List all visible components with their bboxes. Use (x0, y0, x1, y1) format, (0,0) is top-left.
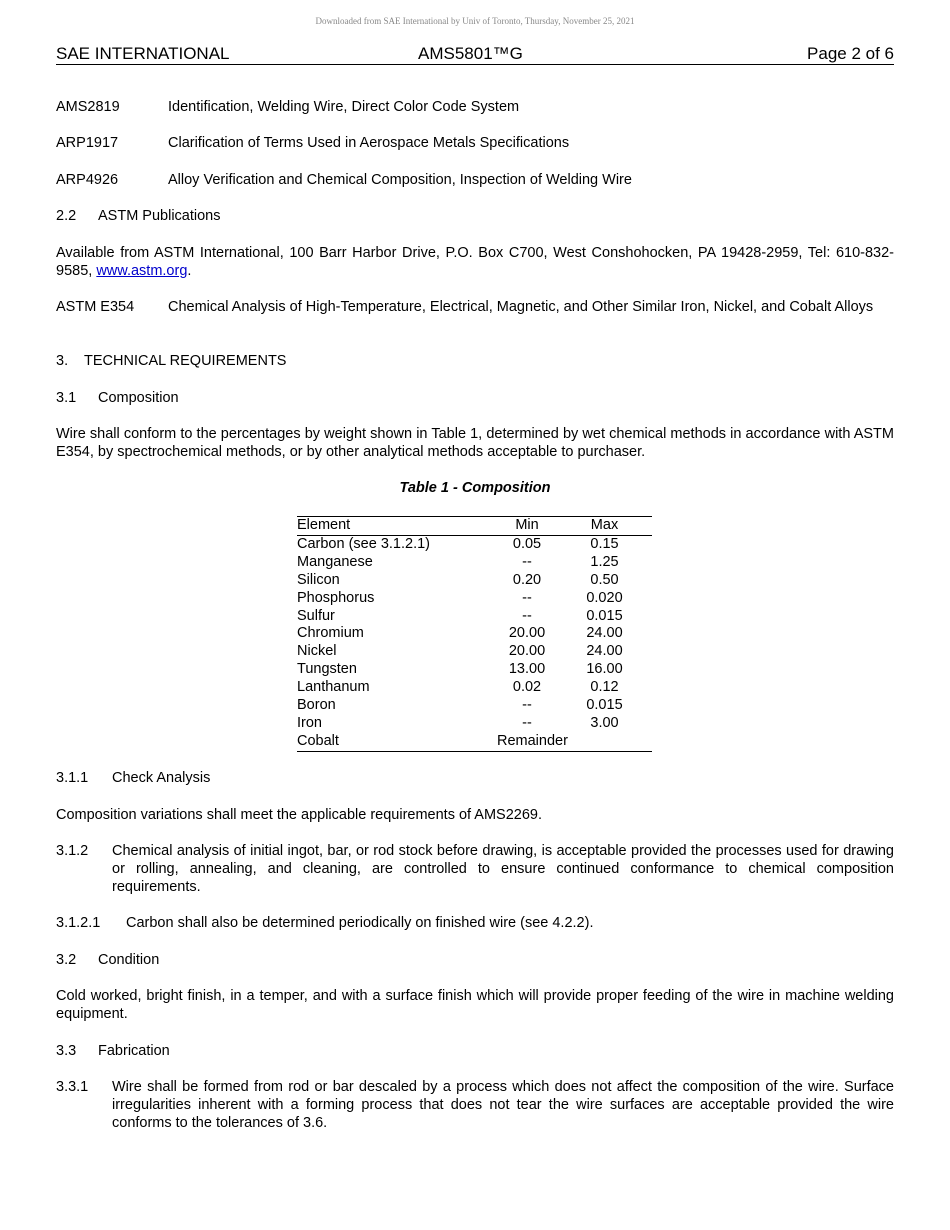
section-heading (56, 352, 894, 370)
section-number: 3.2 (56, 952, 77, 968)
min-cell: -- (522, 589, 532, 606)
element-cell: Nickel (297, 643, 337, 660)
reference-code: AMS2819 (56, 99, 120, 115)
numbered-paragraph (56, 842, 894, 896)
paragraph-text: Chemical analysis of initial ingot, bar, or rod stock before drawing, is acceptable provided the processes used for drawing or rolling, annealing, and cleaning, are controlled to ensure continued conformance to chemical composition requirements. (112, 843, 894, 895)
condition-paragraph: Cold worked, bright finish, in a temper, and with a surface finish which will provide proper feeding of the wire in machine welding equipment. (56, 988, 894, 1022)
element-cell: Chromium (297, 625, 364, 642)
document-number: AMS5801™G (418, 44, 523, 63)
max-cell: 0.15 (590, 535, 619, 552)
min-cell: 0.02 (512, 679, 542, 696)
page-header (56, 44, 894, 65)
min-cell: 13.00 (508, 661, 546, 678)
element-cell: Boron (297, 697, 336, 714)
remainder-cell: Remainder (497, 732, 568, 749)
max-cell: 24.00 (586, 643, 623, 660)
availability-text: Available from ASTM International, 100 Barr Harbor Drive, P.O. Box C700, West Conshohocken, PA 19428-2959, Tel: 610-832-9585, (56, 245, 894, 279)
min-cell: -- (522, 607, 532, 624)
min-cell: 0.20 (512, 571, 542, 588)
element-cell: Manganese (297, 553, 373, 570)
reference-title: Alloy Verification and Chemical Composition, Inspection of Welding Wire (168, 172, 632, 188)
section-title: Check Analysis (112, 770, 211, 786)
reference-title: Identification, Welding Wire, Direct Color Code System (168, 99, 520, 115)
section-number: 3. (56, 353, 69, 369)
availability-paragraph (56, 244, 894, 280)
section-number: 3.1.1 (56, 770, 89, 786)
astm-website-link[interactable]: www.astm.org (96, 263, 188, 279)
table-row (297, 643, 652, 661)
section-heading (56, 951, 894, 969)
page-number: Page 2 of 6 (807, 44, 894, 63)
section-number: 3.1.2 (56, 843, 89, 859)
min-cell: -- (522, 553, 532, 570)
section-title: TECHNICAL REQUIREMENTS (84, 353, 287, 369)
max-cell: 0.020 (586, 589, 623, 606)
table-title: Table 1 - Composition (399, 480, 551, 496)
section-title: ASTM Publications (98, 208, 221, 224)
reference-title: Chemical Analysis of High-Temperature, Electrical, Magnetic, and Other Similar Iron, Nickel, and Cobalt Alloys (168, 299, 874, 315)
section-number: 2.2 (56, 208, 77, 224)
table-row (297, 697, 652, 715)
reference-code: ARP1917 (56, 135, 119, 151)
min-cell: -- (522, 697, 532, 714)
section-number: 3.3 (56, 1043, 77, 1059)
max-cell: 3.00 (590, 714, 619, 731)
table-row (297, 590, 652, 608)
composition-table (297, 516, 652, 752)
composition-paragraph: Wire shall conform to the percentages by weight shown in Table 1, determined by wet chemical methods in accordance with ASTM E354, by spectrochemical methods, or by other analytical methods acceptable to purchaser. (56, 426, 894, 460)
section-number: 3.1.2.1 (56, 915, 101, 931)
reference-entry (56, 171, 894, 189)
min-cell: 20.00 (508, 625, 546, 642)
table-row (297, 679, 652, 697)
element-cell: Carbon (see 3.1.2.1) (297, 535, 430, 552)
table-row (297, 733, 652, 751)
download-watermark: Downloaded from SAE International by Univ of Toronto, Thursday, November 25, 2021 (315, 16, 635, 26)
column-header-max: Max (590, 517, 619, 533)
paragraph-text: Carbon shall also be determined periodically on finished wire (see 4.2.2). (126, 915, 594, 931)
section-number: 3.1 (56, 390, 77, 406)
min-cell: 0.05 (512, 535, 542, 552)
numbered-paragraph (56, 1078, 894, 1132)
element-cell: Silicon (297, 571, 340, 588)
element-cell: Iron (297, 714, 322, 731)
table-row (297, 572, 652, 590)
numbered-paragraph (56, 914, 894, 932)
table-row (297, 715, 652, 733)
section-title: Composition (98, 390, 179, 406)
table-row (297, 554, 652, 572)
paragraph-text: Wire shall be formed from rod or bar descaled by a process which does not affect the composition of the wire. Surface irregularities inherent with a forming process that does not tear the wire surfaces are acceptable provided the wire conforms to the tolerances of 3.6. (112, 1079, 894, 1131)
max-cell: 0.015 (586, 607, 623, 624)
column-header-element: Element (297, 517, 351, 533)
max-cell: 16.00 (586, 661, 623, 678)
reference-entry (56, 298, 894, 316)
column-header-min: Min (515, 517, 539, 533)
reference-code: ARP4926 (56, 172, 119, 188)
reference-title: Clarification of Terms Used in Aerospace Metals Specifications (168, 135, 570, 151)
element-cell: Cobalt (297, 732, 339, 749)
check-analysis-paragraph: Composition variations shall meet the applicable requirements of AMS2269. (56, 807, 543, 823)
table-row (297, 625, 652, 643)
reference-entry (56, 134, 894, 152)
table-row (297, 535, 652, 553)
max-cell: 0.015 (586, 697, 623, 714)
reference-code: ASTM E354 (56, 299, 135, 315)
section-heading (56, 1042, 894, 1060)
reference-entry (56, 98, 894, 116)
max-cell: 24.00 (586, 625, 623, 642)
section-heading (56, 769, 894, 787)
element-cell: Tungsten (297, 661, 357, 678)
publisher-name: SAE INTERNATIONAL (56, 44, 230, 63)
table-header-row (297, 517, 652, 536)
element-cell: Sulfur (297, 607, 335, 624)
max-cell: 0.50 (590, 571, 619, 588)
section-number: 3.3.1 (56, 1079, 89, 1095)
element-cell: Lanthanum (297, 679, 370, 696)
section-title: Fabrication (98, 1043, 170, 1059)
max-cell: 0.12 (590, 679, 619, 696)
table-row (297, 608, 652, 626)
max-cell: 1.25 (590, 553, 619, 570)
element-cell: Phosphorus (297, 589, 375, 606)
section-title: Condition (98, 952, 160, 968)
table-row (297, 661, 652, 679)
section-heading (56, 389, 894, 407)
section-heading (56, 207, 894, 225)
min-cell: -- (522, 714, 532, 731)
min-cell: 20.00 (508, 643, 546, 660)
availability-end: . (187, 263, 192, 279)
